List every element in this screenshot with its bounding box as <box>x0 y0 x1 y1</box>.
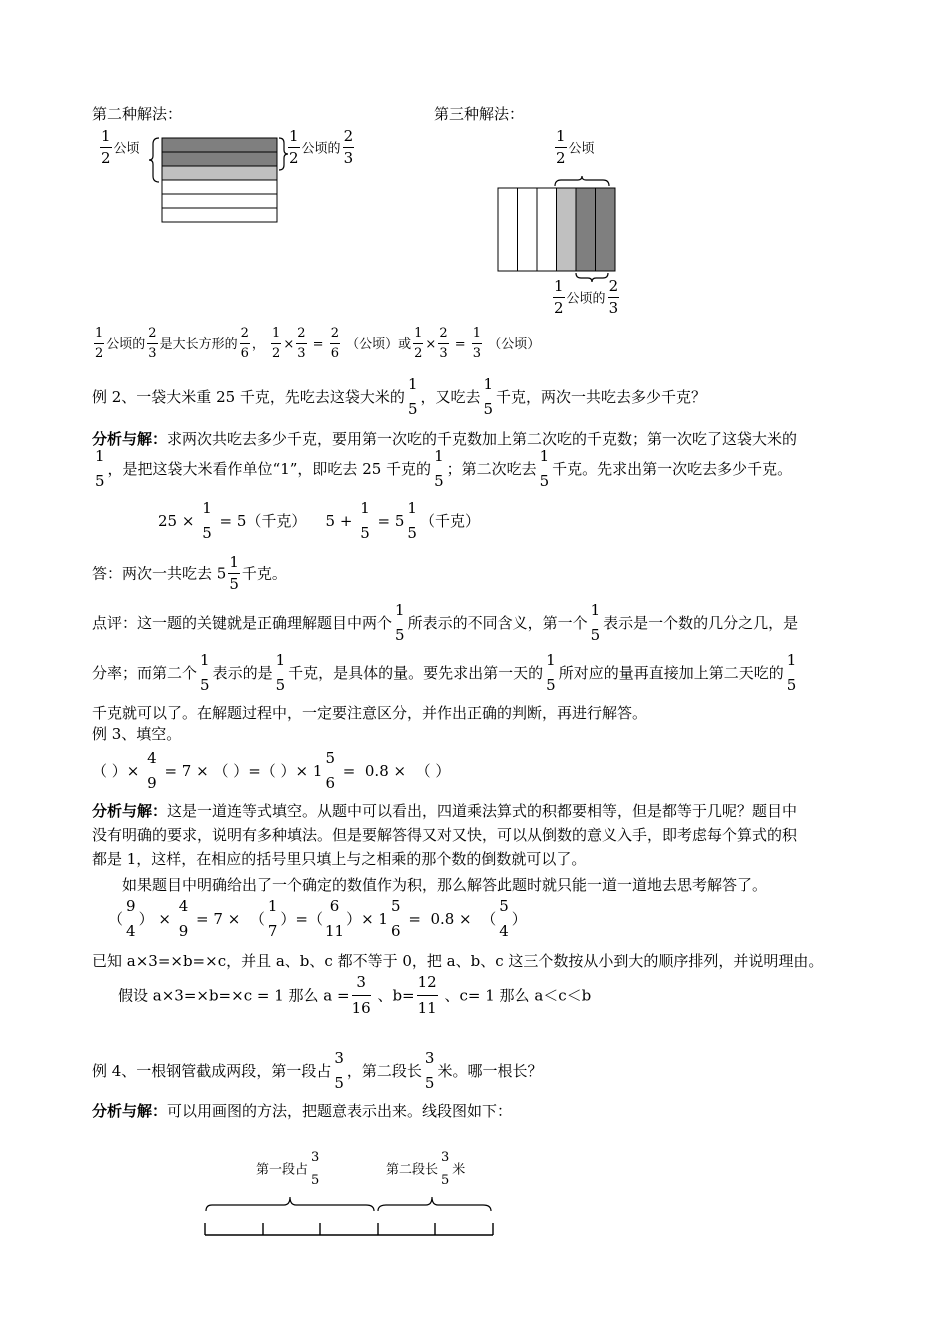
example-3-analysis-line-2: 没有明确的要求，说明有多种填法。但是要解答得又对又快，可以从倒数的意义入手，即考虑每个算式的积 <box>92 826 798 844</box>
example-3-analysis-line-3: 都是 1，这样，在相应的括号里只填上与之相乘的那个数的倒数就可以了。 <box>92 850 587 868</box>
fig3-col-2 <box>518 188 538 271</box>
brace-second-segment <box>378 1197 491 1211</box>
method-result-line: $\frac{1}{2}$ 公顷的 $\frac{2}{3}$ 是大长方形的 $\frac{2}{6}$ ， $\frac{1}{2}$ × $\frac{2}{3}$ = $\frac{2}{6}$ （公顷）或 $\frac{1}{2}$ × $\frac{2}{3}$ = $\frac{1}{3}$ （公顷） <box>95 326 541 361</box>
fig3-top-brace <box>555 176 609 186</box>
fig2-row-dark-1 <box>162 138 277 152</box>
segment-label-second: 第二段长 3 5 米 <box>386 1150 466 1188</box>
known-condition: 已知 a×3=×b=×c，并且 a、b、c 都不等于 0，把 a、b、c 这三个数按从小到大的顺序排列，并说明理由。 <box>92 952 824 970</box>
example-3-analysis-line-1: 分析与解：这是一道连等式填空。从题中可以看出，四道乘法算式的积都要相等，但是都等于几呢？题目中 <box>92 802 798 820</box>
fig3-col-5 <box>576 188 596 271</box>
fig2-row-light <box>162 166 277 180</box>
fig3-rectangle <box>495 176 625 291</box>
comment-line-2: 分率；而第二个 1 5 表示的是 1 5 千克，是具体的量。要先求出第一天的 1 5 所对应的量再直接加上第二天吃的 1 5 <box>92 651 797 694</box>
example-2-question: 例 2、一袋大米重 25 千克，先吃去这袋大米的 1 5 ，又吃去 1 5 千克，两次一共吃去多少千克？ <box>92 375 707 418</box>
fig2-row-5 <box>162 194 277 208</box>
example-2-calculation: 25 × 1 5 = 5（千克） 5 + 1 5 = 5 1 5 （千克） <box>158 499 480 542</box>
fig3-bottom-label: $\frac{1}{2}$ 公顷的 $\frac{2}{3}$ <box>554 277 619 317</box>
example-4-question: 例 4、一根钢管截成两段，第一段占 3 5 ，第二段长 3 5 米。哪一根长？ <box>92 1049 543 1092</box>
segment-label-first: 第一段占 3 5 <box>256 1150 320 1188</box>
heading-second-method: 第二种解法： <box>92 105 183 123</box>
supposition-line: 假设 a×3=×b=×c = 1 那么 a = $\frac{3}{16}$ 、b= $\frac{12}{11}$ 、c= 1 那么 a＜c＜b <box>118 973 592 1017</box>
fig3-col-6 <box>596 188 616 271</box>
fig3-col-3 <box>537 188 557 271</box>
example-3-question: （ ）× 4 9 = 7 × （ ）=（ ）× 1 5 6 = 0.8 × （ ） <box>92 749 451 792</box>
fig2-left-brace <box>149 138 159 182</box>
fig3-top-label: $\frac{1}{2}$ 公顷 <box>556 127 595 167</box>
fig2-right-label: $\frac{1}{2}$ 公顷的 $\frac{2}{3}$ <box>289 127 354 167</box>
fig3-col-4 <box>557 188 577 271</box>
example-2-answer: 答：两次一共吃去 5 $\frac{1}{5}$ 千克。 <box>92 553 287 593</box>
example-3-solution: （ 9 4 ） × 4 9 = 7 × （ 1 7 ）=（ 6 11 ）× 1 5 6 = 0.8 × （ 5 4 ） <box>108 897 527 940</box>
example-2-analysis-line-2: 1 5 ，是把这袋大米看作单位“1”，即吃去 25 千克的 1 5 ；第二次吃去 1 5 千克。先求出第一次吃去多少千克。 <box>95 447 793 490</box>
example-3-analysis-line-4: 如果题目中明确给出了一个确定的数值作为积，那么解答此题时就只能一道一道地去思考解答了。 <box>122 876 768 894</box>
example-2-analysis-line-1: 分析与解：求两次共吃去多少千克，要用第一次吃的千克数加上第二次吃的千克数；第一次吃了这袋大米的 <box>92 430 798 448</box>
brace-first-segment <box>206 1197 374 1211</box>
heading-third-method: 第三种解法： <box>434 105 525 123</box>
example-3-title: 例 3、填空。 <box>92 725 182 743</box>
example-4-analysis: 分析与解：可以用画图的方法，把题意表示出来。线段图如下： <box>92 1102 513 1120</box>
fig2-row-dark-2 <box>162 152 277 166</box>
comment-line-3: 千克就可以了。在解题过程中，一定要注意区分，并作出正确的判断，再进行解答。 <box>92 704 648 722</box>
fig2-row-4 <box>162 180 277 194</box>
comment-line-1: 点评：这一题的关键就是正确理解题目中两个 1 5 所表示的不同含义，第一个 1 5 表示是一个数的几分之几，是 <box>92 601 799 644</box>
fig3-col-1 <box>498 188 518 271</box>
segment-diagram <box>200 1195 500 1245</box>
fig2-rectangle <box>140 136 280 226</box>
fig2-left-label: $\frac{1}{2}$ 公顷 <box>101 127 140 167</box>
fig2-row-6 <box>162 208 277 222</box>
